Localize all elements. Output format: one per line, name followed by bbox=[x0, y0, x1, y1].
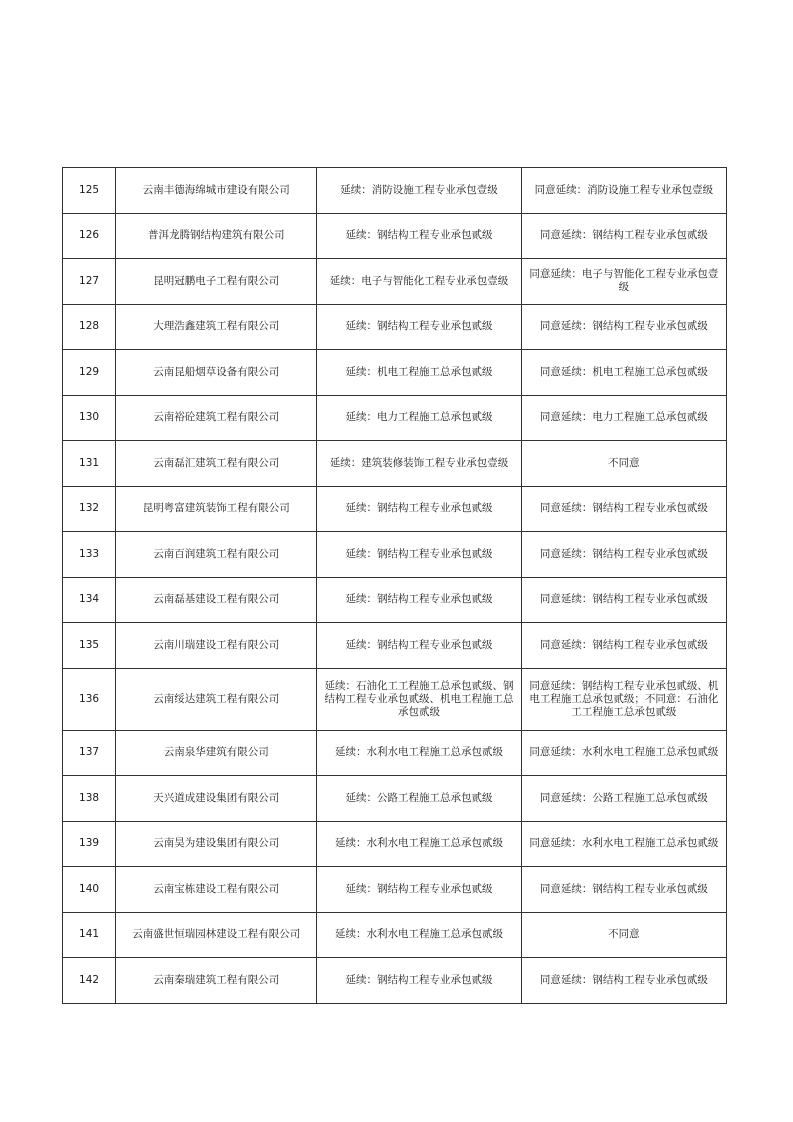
application-item: 延续：钢结构工程专业承包贰级 bbox=[317, 304, 521, 350]
review-result: 同意延续：钢结构工程专业承包贰级 bbox=[521, 867, 726, 913]
company-name: 云南裕砼建筑工程有限公司 bbox=[116, 395, 317, 441]
table-row bbox=[63, 213, 727, 259]
application-item: 延续：钢结构工程专业承包贰级 bbox=[317, 577, 521, 623]
company-name: 云南昆船烟草设备有限公司 bbox=[116, 350, 317, 396]
company-name: 昆明冠鹏电子工程有限公司 bbox=[116, 259, 317, 305]
row-number: 128 bbox=[63, 304, 116, 350]
application-item: 延续：建筑装修装饰工程专业承包壹级 bbox=[317, 441, 521, 487]
application-item: 延续：钢结构工程专业承包贰级 bbox=[317, 213, 521, 259]
application-item: 延续：公路工程施工总承包贰级 bbox=[317, 776, 521, 822]
qualification-review-table bbox=[62, 167, 727, 1004]
review-result: 同意延续：消防设施工程专业承包壹级 bbox=[521, 168, 726, 214]
company-name: 云南泉华建筑有限公司 bbox=[116, 730, 317, 776]
table-row bbox=[63, 259, 727, 305]
application-item: 延续：钢结构工程专业承包贰级 bbox=[317, 532, 521, 578]
review-result: 同意延续：机电工程施工总承包贰级 bbox=[521, 350, 726, 396]
row-number: 131 bbox=[63, 441, 116, 487]
review-result: 同意延续：电子与智能化工程专业承包壹级 bbox=[521, 259, 726, 305]
table-row bbox=[63, 486, 727, 532]
company-name: 普洱龙腾钢结构建筑有限公司 bbox=[116, 213, 317, 259]
company-name: 昆明粤富建筑装饰工程有限公司 bbox=[116, 486, 317, 532]
company-name: 云南磊基建设工程有限公司 bbox=[116, 577, 317, 623]
application-item: 延续：电力工程施工总承包贰级 bbox=[317, 395, 521, 441]
table-row bbox=[63, 821, 727, 867]
row-number: 132 bbox=[63, 486, 116, 532]
row-number: 141 bbox=[63, 912, 116, 958]
review-result: 同意延续：钢结构工程专业承包贰级 bbox=[521, 486, 726, 532]
review-result: 同意延续：水利水电工程施工总承包贰级 bbox=[521, 821, 726, 867]
review-result: 同意延续：水利水电工程施工总承包贰级 bbox=[521, 730, 726, 776]
review-result: 同意延续：钢结构工程专业承包贰级、机电工程施工总承包贰级；不同意：石油化工工程施工总承包贰级 bbox=[521, 668, 726, 730]
review-result: 同意延续：钢结构工程专业承包贰级 bbox=[521, 213, 726, 259]
company-name: 大理浩鑫建筑工程有限公司 bbox=[116, 304, 317, 350]
table-row bbox=[63, 912, 727, 958]
company-name: 云南秦瑞建筑工程有限公司 bbox=[116, 958, 317, 1004]
company-name: 天兴道成建设集团有限公司 bbox=[116, 776, 317, 822]
row-number: 125 bbox=[63, 168, 116, 214]
company-name: 云南盛世恒瑞园林建设工程有限公司 bbox=[116, 912, 317, 958]
table-row bbox=[63, 532, 727, 578]
table-row bbox=[63, 623, 727, 669]
table-row bbox=[63, 958, 727, 1004]
application-item: 延续：水利水电工程施工总承包贰级 bbox=[317, 912, 521, 958]
table-row bbox=[63, 776, 727, 822]
application-item: 延续：钢结构工程专业承包贰级 bbox=[317, 958, 521, 1004]
application-item: 延续：钢结构工程专业承包贰级 bbox=[317, 867, 521, 913]
row-number: 135 bbox=[63, 623, 116, 669]
review-result: 不同意 bbox=[521, 441, 726, 487]
company-name: 云南百润建筑工程有限公司 bbox=[116, 532, 317, 578]
company-name: 云南绥达建筑工程有限公司 bbox=[116, 668, 317, 730]
table-row bbox=[63, 577, 727, 623]
table-row bbox=[63, 867, 727, 913]
review-result: 同意延续：钢结构工程专业承包贰级 bbox=[521, 577, 726, 623]
row-number: 126 bbox=[63, 213, 116, 259]
application-item: 延续：机电工程施工总承包贰级 bbox=[317, 350, 521, 396]
row-number: 139 bbox=[63, 821, 116, 867]
company-name: 云南丰德海绵城市建设有限公司 bbox=[116, 168, 317, 214]
company-name: 云南磊汇建筑工程有限公司 bbox=[116, 441, 317, 487]
row-number: 127 bbox=[63, 259, 116, 305]
table-row bbox=[63, 668, 727, 730]
company-name: 云南川瑞建设工程有限公司 bbox=[116, 623, 317, 669]
company-name: 云南昊为建设集团有限公司 bbox=[116, 821, 317, 867]
application-item: 延续：钢结构工程专业承包贰级 bbox=[317, 623, 521, 669]
row-number: 140 bbox=[63, 867, 116, 913]
review-result: 同意延续：钢结构工程专业承包贰级 bbox=[521, 532, 726, 578]
company-name: 云南宝栋建设工程有限公司 bbox=[116, 867, 317, 913]
review-result: 同意延续：公路工程施工总承包贰级 bbox=[521, 776, 726, 822]
row-number: 137 bbox=[63, 730, 116, 776]
application-item: 延续：水利水电工程施工总承包贰级 bbox=[317, 730, 521, 776]
table-row bbox=[63, 350, 727, 396]
row-number: 130 bbox=[63, 395, 116, 441]
application-item: 延续：水利水电工程施工总承包贰级 bbox=[317, 821, 521, 867]
row-number: 142 bbox=[63, 958, 116, 1004]
application-item: 延续：电子与智能化工程专业承包壹级 bbox=[317, 259, 521, 305]
review-result: 同意延续：钢结构工程专业承包贰级 bbox=[521, 623, 726, 669]
application-item: 延续：石油化工工程施工总承包贰级、钢结构工程专业承包贰级、机电工程施工总承包贰级 bbox=[317, 668, 521, 730]
review-result: 同意延续：钢结构工程专业承包贰级 bbox=[521, 958, 726, 1004]
row-number: 136 bbox=[63, 668, 116, 730]
row-number: 138 bbox=[63, 776, 116, 822]
review-result: 同意延续：电力工程施工总承包贰级 bbox=[521, 395, 726, 441]
table-row bbox=[63, 730, 727, 776]
table-row bbox=[63, 168, 727, 214]
application-item: 延续：消防设施工程专业承包壹级 bbox=[317, 168, 521, 214]
application-item: 延续：钢结构工程专业承包贰级 bbox=[317, 486, 521, 532]
row-number: 129 bbox=[63, 350, 116, 396]
review-result: 不同意 bbox=[521, 912, 726, 958]
row-number: 133 bbox=[63, 532, 116, 578]
table-row bbox=[63, 441, 727, 487]
table-row bbox=[63, 395, 727, 441]
table-row bbox=[63, 304, 727, 350]
row-number: 134 bbox=[63, 577, 116, 623]
review-result: 同意延续：钢结构工程专业承包贰级 bbox=[521, 304, 726, 350]
